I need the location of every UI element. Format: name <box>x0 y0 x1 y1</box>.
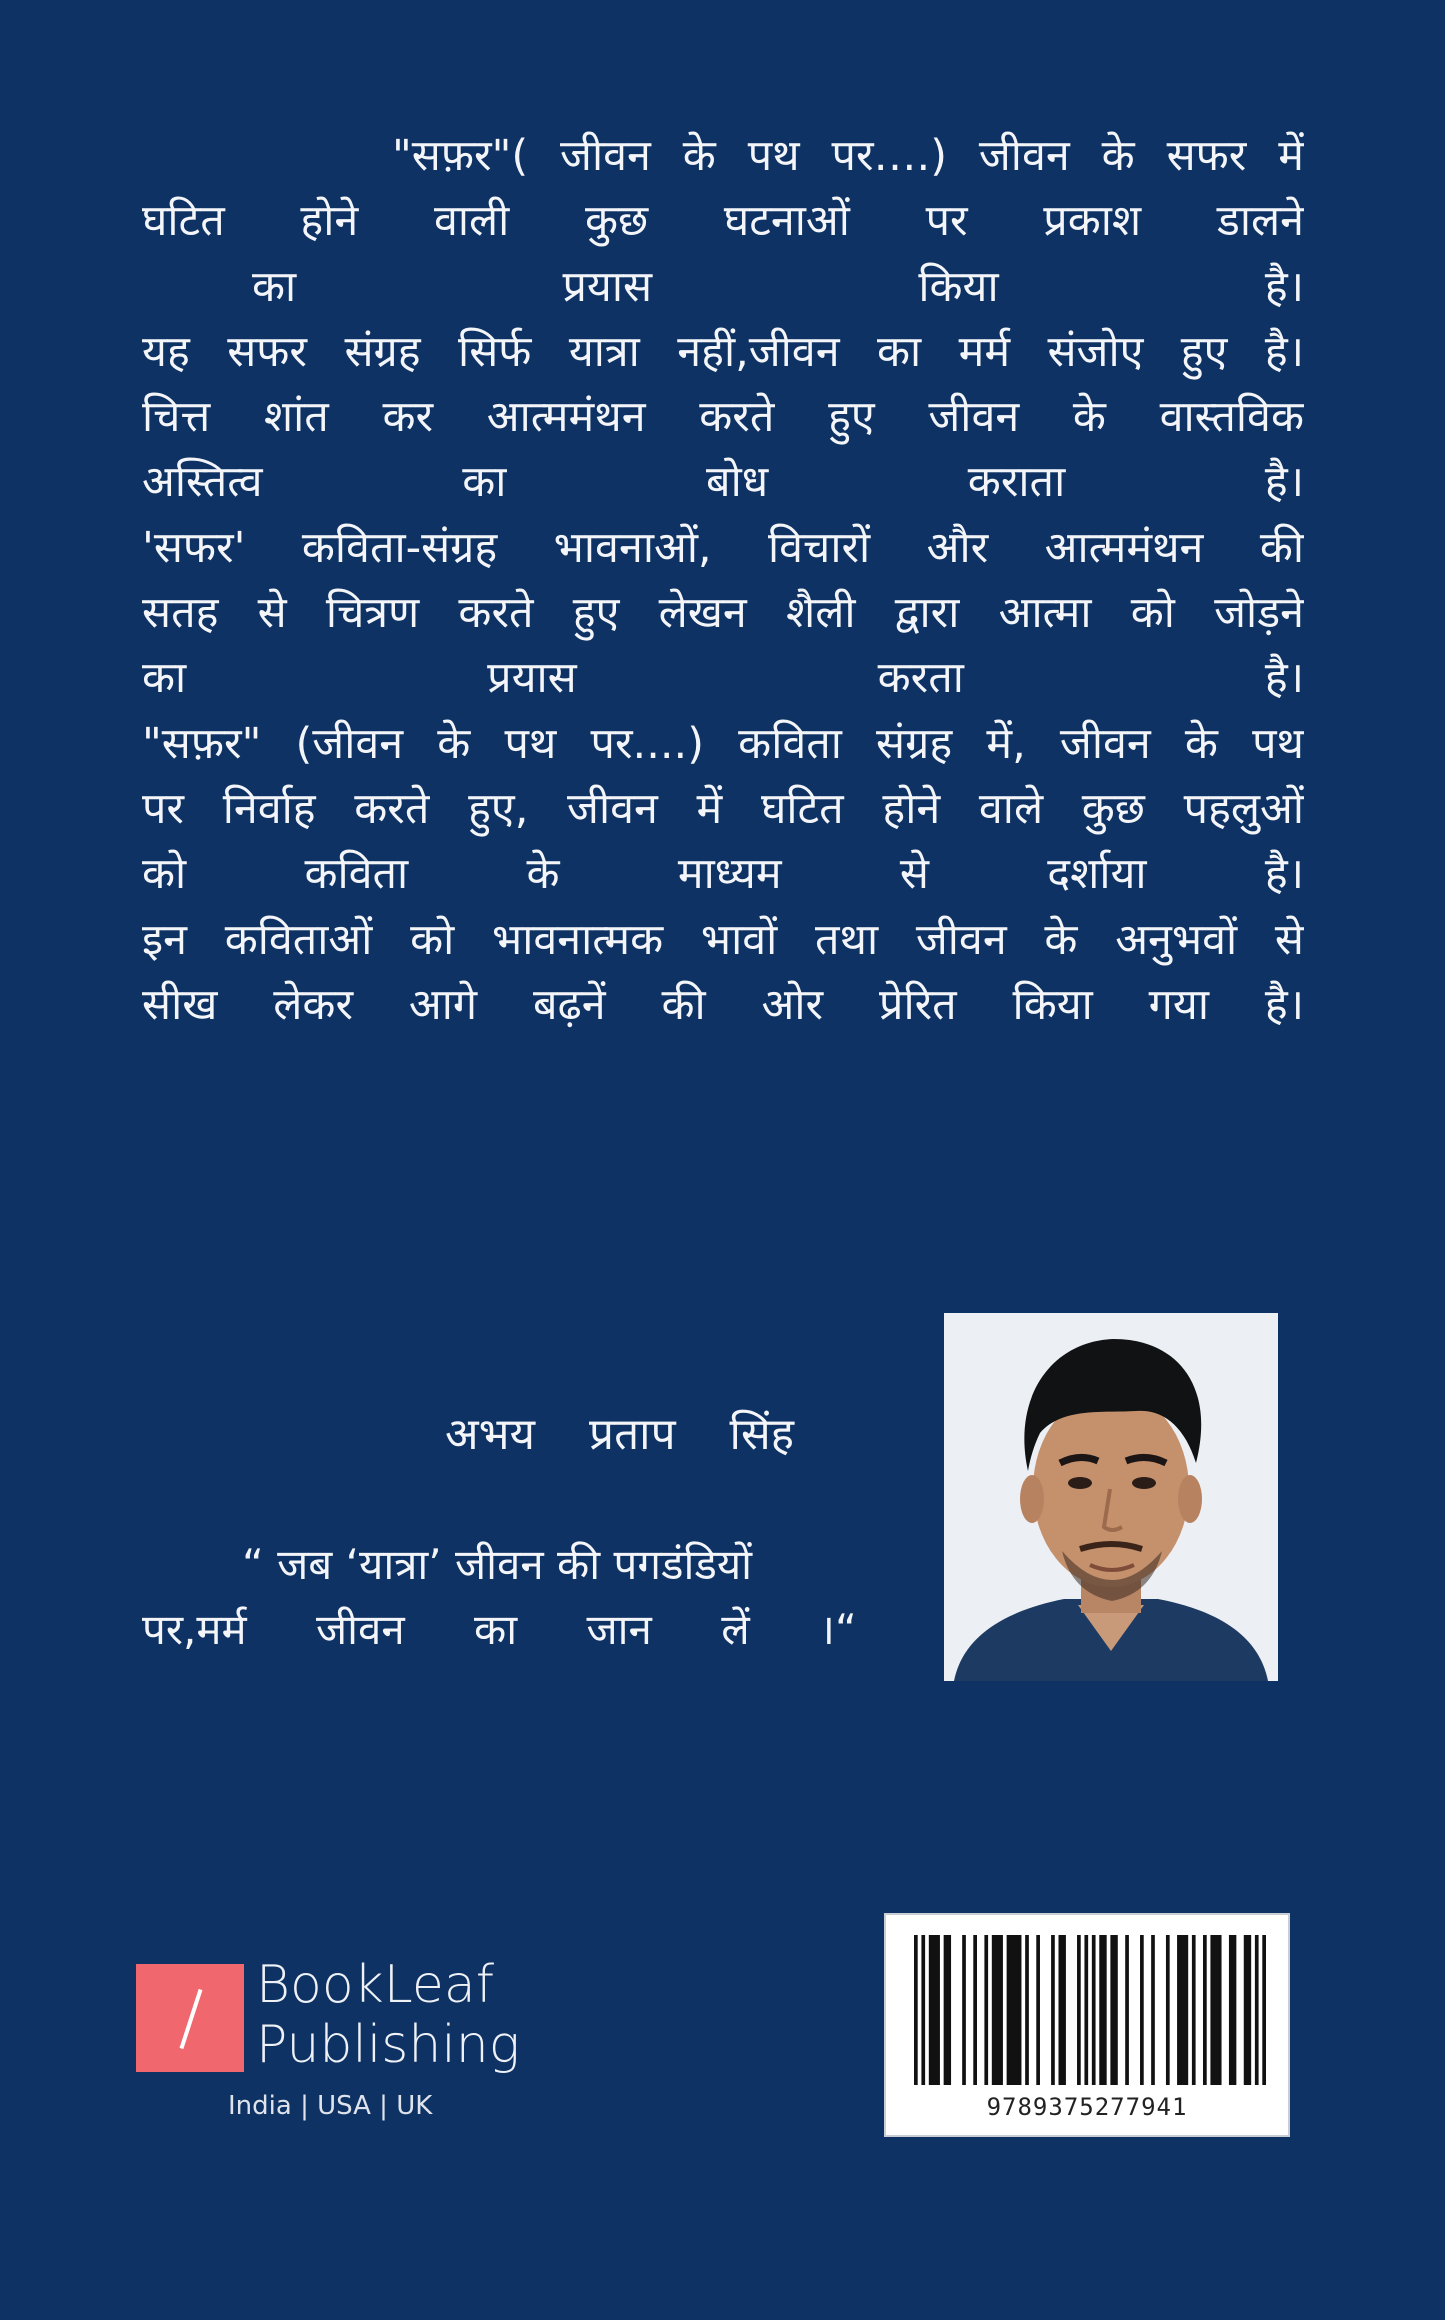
book-description <box>142 124 1304 1038</box>
barcode-bar <box>1262 1935 1266 2085</box>
description-line: का प्रयास किया है। <box>252 261 1304 312</box>
barcode-bar <box>1177 1935 1188 2085</box>
barcode-bar <box>1229 1935 1236 2085</box>
description-line: "सफ़र" (जीवन के पथ पर....) कविता संग्रह में, जीवन के पथ <box>142 718 1304 769</box>
barcode-bars <box>914 1935 1266 2085</box>
description-line: का प्रयास करता है। <box>142 653 1304 704</box>
barcode-bar <box>1007 1935 1022 2085</box>
quote-line: पर,मर्म जीवन का जान लें ।“ <box>142 1605 857 1654</box>
barcode-bar <box>984 1935 988 2085</box>
barcode-bar <box>1210 1935 1221 2085</box>
barcode-bar <box>1151 1935 1155 2085</box>
barcode-bar <box>1244 1935 1251 2085</box>
quote-line: “ जब ‘यात्रा’ जीवन की पगडंडियों <box>242 1540 753 1589</box>
publisher-name <box>256 1955 520 2075</box>
barcode-bar <box>1192 1935 1196 2085</box>
barcode-bar <box>1125 1935 1129 2085</box>
barcode-bar <box>1059 1935 1066 2085</box>
description-line: घटित होने वाली कुछ घटनाओं पर प्रकाश डालने <box>142 196 1304 247</box>
author-photo <box>944 1313 1278 1681</box>
description-line: "सफ़र"( जीवन के पथ पर….) जीवन के सफर में <box>392 131 1304 181</box>
barcode-bar <box>929 1935 940 2085</box>
author-name: अभय प्रताप सिंह <box>445 1409 795 1460</box>
barcode-bar <box>914 1935 918 2085</box>
barcode-bar <box>973 1935 977 2085</box>
publisher-name-line: BookLeaf <box>256 1955 495 2015</box>
description-line: को कविता के माध्यम से दर्शाया है। <box>142 849 1304 900</box>
barcode-bar <box>1036 1935 1040 2085</box>
description-line: 'सफर' कविता-संग्रह भावनाओं, विचारों और आत्ममंथन की <box>142 522 1304 573</box>
description-line: चित्त शांत कर आत्ममंथन करते हुए जीवन के वास्तविक <box>142 392 1304 443</box>
description-line: इन कविताओं को भावनात्मक भावों तथा जीवन के अनुभवों से <box>142 914 1304 965</box>
publisher-name-line: Publishing <box>256 2015 520 2075</box>
isbn-number: 9789375277941 <box>986 2093 1188 2121</box>
barcode-bar <box>1099 1935 1106 2085</box>
barcode-bar <box>962 1935 966 2085</box>
barcode-bar <box>1140 1935 1144 2085</box>
barcode-bar <box>1203 1935 1207 2085</box>
barcode-bar <box>1051 1935 1055 2085</box>
author-portrait-image <box>944 1313 1278 1681</box>
description-line: अस्तित्व का बोध कराता है। <box>142 457 1304 508</box>
barcode-bar <box>1255 1935 1259 2085</box>
description-line: पर निर्वाह करते हुए, जीवन में घटित होने वाले कुछ पहलुओं <box>142 783 1304 834</box>
barcode-bar <box>1092 1935 1096 2085</box>
description-line: सीख लेकर आगे बढ़नें की ओर प्रेरित किया गया है। <box>142 979 1304 1030</box>
barcode-bar <box>1077 1935 1081 2085</box>
isbn-barcode <box>884 1913 1290 2137</box>
barcode-bar <box>1110 1935 1117 2085</box>
publisher-logo <box>136 1955 556 2131</box>
description-line: सतह से चित्रण करते हुए लेखन शैली द्वारा आत्मा को जोड़ने <box>142 588 1304 639</box>
barcode-bar <box>944 1935 951 2085</box>
publisher-regions: India | USA | UK <box>228 2091 433 2121</box>
barcode-bar <box>921 1935 925 2085</box>
barcode-bar <box>1166 1935 1170 2085</box>
barcode-bar <box>992 1935 1003 2085</box>
barcode-bar <box>1025 1935 1029 2085</box>
description-line: यह सफर संग्रह सिर्फ यात्रा नहीं,जीवन का मर्म संजोए हुए है। <box>142 326 1304 377</box>
slash-icon <box>136 1964 244 2072</box>
barcode-bar <box>1084 1935 1088 2085</box>
author-quote <box>142 1532 902 1662</box>
